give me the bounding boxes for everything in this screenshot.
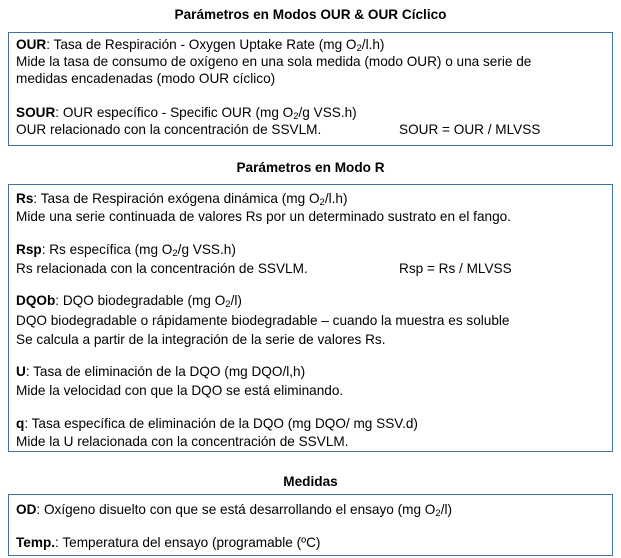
sour-definition: SOUR: OUR específico - Specific OUR (mg $O_2/g$ VSS.h): [16, 105, 357, 122]
u-term: U: [16, 364, 26, 379]
our-definition: OUR: Tasa de Respiración - Oxygen Uptake Rate (mg $O_2/l.h$): [16, 37, 385, 54]
mode-r-parameters-box: [8, 184, 613, 452]
medidas-box: [8, 494, 613, 556]
section-title-medidas: Medidas: [283, 474, 338, 489]
rs-term: Rs: [16, 191, 34, 206]
dqob-term: DQOb: [16, 293, 56, 308]
u-description: Mide la velocidad con que la DQO se está eliminando.: [16, 383, 344, 398]
section-title-our: Parámetros en Modos OUR & OUR Cíclico: [174, 7, 447, 22]
dqob-description-line-1: DQO biodegradable o rápidamente biodegradable – cuando la muestra es soluble: [16, 313, 510, 328]
q-definition: q: Tasa específica de eliminación de la DQO (mg DQO/ mg SSV.d): [16, 416, 418, 431]
od-term: OD: [16, 502, 37, 517]
dqob-definition: DQOb: DQO biodegradable (mg $O_2/l$): [16, 293, 242, 310]
rs-definition: Rs: Tasa de Respiración exógena dinámica (mg $O_2/l.h$): [16, 191, 348, 208]
our-parameters-box: [8, 32, 613, 146]
our-term: OUR: [16, 37, 47, 52]
sour-formula: SOUR = OUR / MLVSS: [399, 122, 541, 137]
dqob-description-line-2: Se calcula a partir de la integración de la serie de valores Rs.: [16, 332, 386, 347]
u-definition: U: Tasa de eliminación de la DQO (mg DQO/l,h): [16, 364, 306, 379]
q-term: q: [16, 416, 25, 431]
section-title-mode-r: Parámetros en Modo R: [236, 160, 385, 175]
our-description-line-1: Mide la tasa de consumo de oxígeno en una sola medida (modo OUR) o una serie de: [16, 54, 532, 69]
q-description: Mide la U relacionada con la concentración de SSVLM.: [16, 434, 349, 449]
od-definition: OD: Oxígeno disuelto con que se está desarrollando el ensayo (mg $O_2/l$): [16, 502, 453, 519]
temp-term: Temp.: [16, 535, 56, 550]
our-description-line-2: medidas encadenadas (modo OUR cíclico): [16, 71, 276, 86]
rsp-term: Rsp: [16, 242, 42, 257]
rsp-description: Rs relacionada con la concentración de SSVLM.: [16, 261, 308, 276]
sour-term: SOUR: [16, 105, 56, 120]
rs-description: Mide una serie continuada de valores Rs por un determinado sustrato en el fango.: [16, 209, 511, 224]
rsp-formula: Rsp = Rs / MLVSS: [399, 261, 512, 276]
sour-description: OUR relacionado con la concentración de SSVLM.: [16, 122, 322, 137]
rsp-definition: Rsp: Rs específica (mg $O_2/g$ VSS.h): [16, 242, 236, 259]
temp-definition: Temp.: Temperatura del ensayo (programable (ºC): [16, 535, 321, 550]
